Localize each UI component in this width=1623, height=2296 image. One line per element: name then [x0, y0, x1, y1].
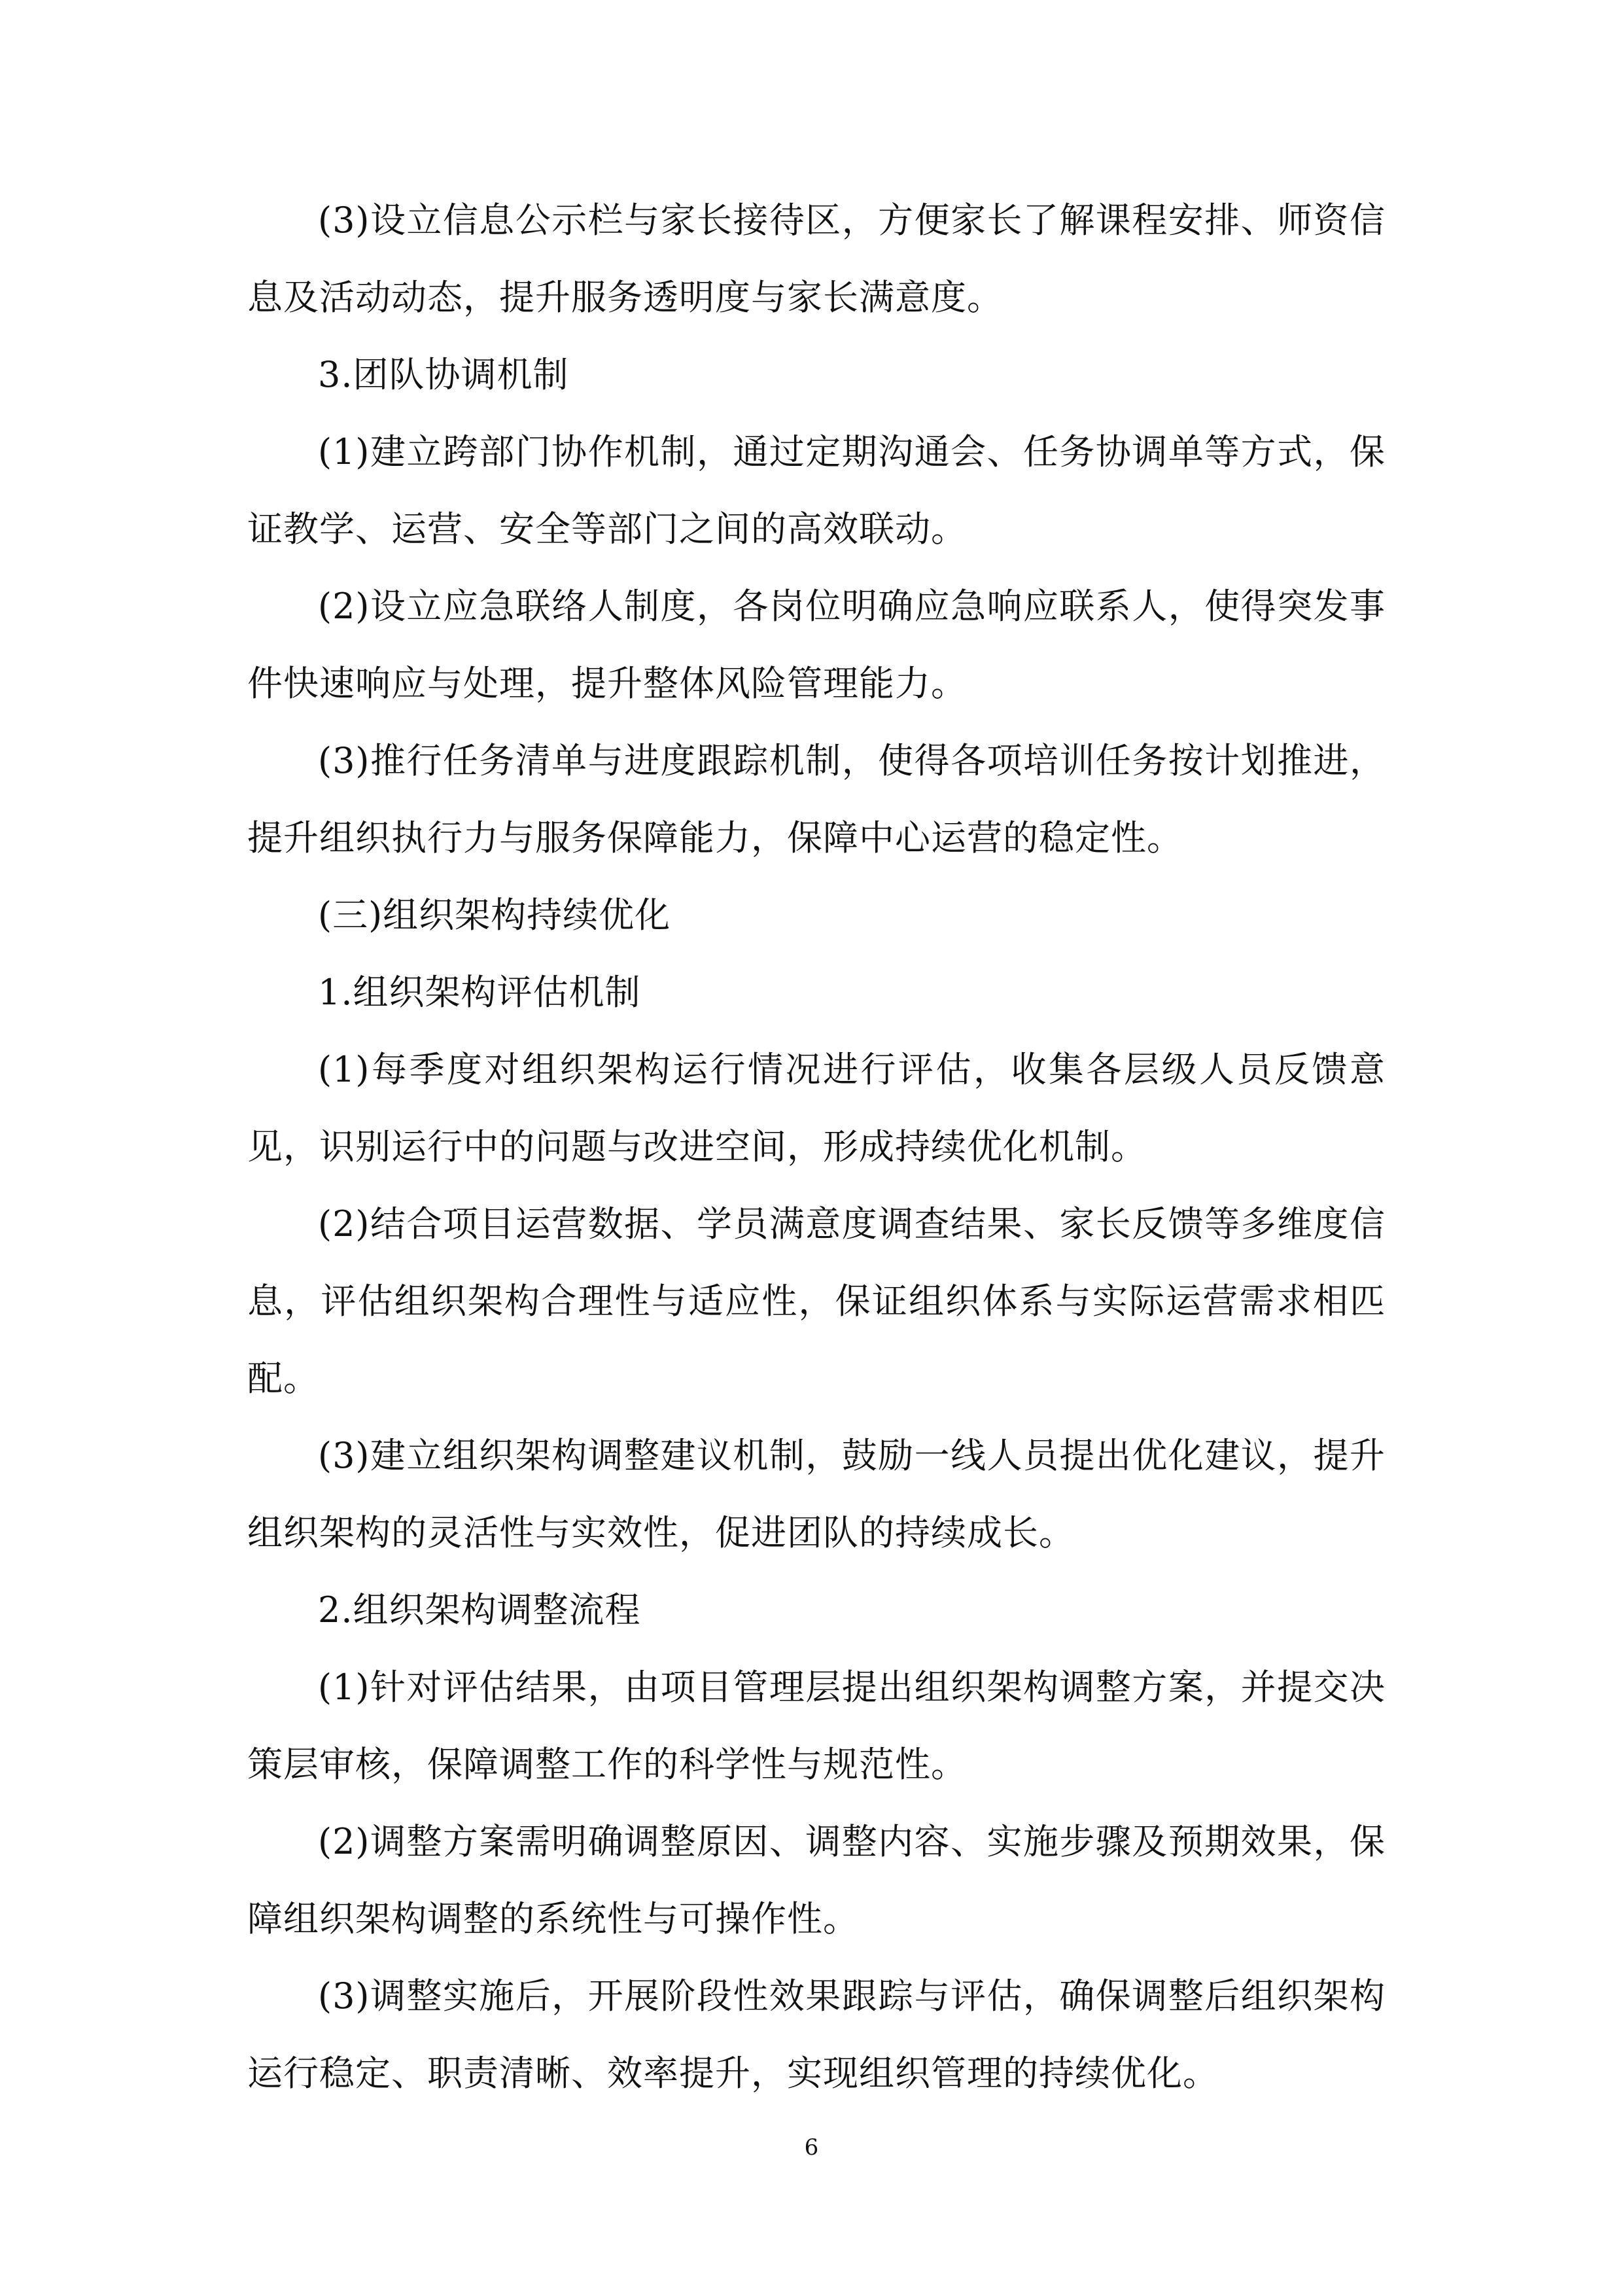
paragraph-post-adjustment-tracking: (3)调整实施后，开展阶段性效果跟踪与评估，确保调整后组织架构运行稳定、职责清晰、效率提升，实现组织管理的持续优化。 — [247, 1975, 1386, 2094]
paragraph-task-tracking: (3)推行任务清单与进度跟踪机制，使得各项培训任务按计划推进，提升组织执行力与服务保障能力，保障中心运营的稳定性。 — [247, 740, 1386, 858]
paragraph-cross-department: (1)建立跨部门协作机制，通过定期沟通会、任务协调单等方式，保证教学、运营、安全等部门之间的高效联动。 — [247, 431, 1386, 550]
document-body — [247, 182, 1386, 2112]
heading-adjustment-process: 2.组织架构调整流程 — [318, 1589, 641, 1631]
heading-structure-optimization: (三)组织架构持续优化 — [318, 894, 671, 936]
page-number: 6 — [804, 2134, 819, 2161]
paragraph-emergency-contact: (2)设立应急联络人制度，各岗位明确应急响应联系人，使得突发事件快速响应与处理，提升整体风险管理能力。 — [247, 586, 1386, 704]
paragraph-parent-info-board: (3)设立信息公示栏与家长接待区，方便家长了解课程安排、师资信息及活动动态，提升服务透明度与家长满意度。 — [247, 200, 1386, 318]
paragraph-adjustment-proposal: (1)针对评估结果，由项目管理层提出组织架构调整方案，并提交决策层审核，保障调整工作的科学性与规范性。 — [247, 1667, 1386, 1785]
paragraph-adjustment-content: (2)调整方案需明确调整原因、调整内容、实施步骤及预期效果，保障组织架构调整的系统性与可操作性。 — [247, 1821, 1386, 1939]
paragraph-multi-dimension-info: (2)结合项目运营数据、学员满意度调查结果、家长反馈等多维度信息，评估组织架构合理性与适应性，保证组织体系与实际运营需求相匹配。 — [247, 1203, 1386, 1399]
paragraph-quarterly-evaluation: (1)每季度对组织架构运行情况进行评估，收集各层级人员反馈意见，识别运行中的问题与改进空间，形成持续优化机制。 — [247, 1049, 1386, 1167]
heading-evaluation-mechanism: 1.组织架构评估机制 — [318, 972, 641, 1013]
heading-team-coordination: 3.团队协调机制 — [318, 354, 569, 395]
paragraph-adjustment-suggestions: (3)建立组织架构调整建议机制，鼓励一线人员提出优化建议，提升组织架构的灵活性与实效性，促进团队的持续成长。 — [247, 1435, 1386, 1553]
